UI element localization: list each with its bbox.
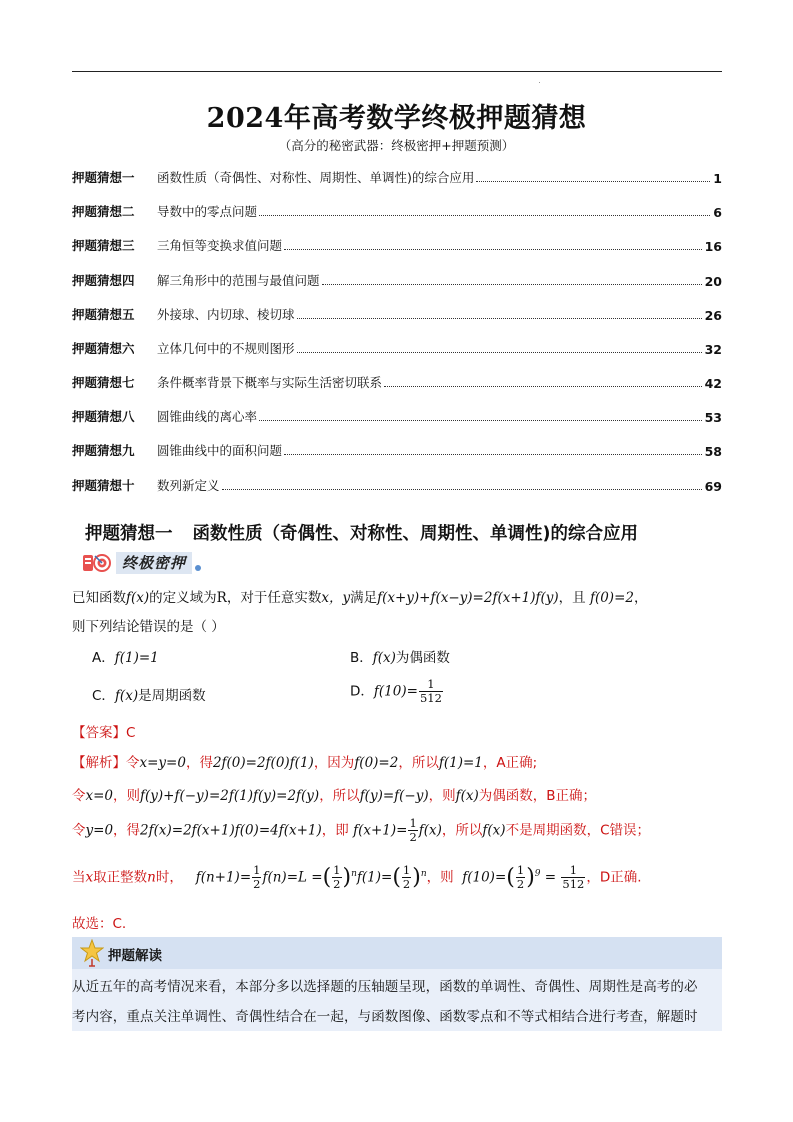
solution-text: 为偶函数，B正确； bbox=[478, 788, 597, 804]
section-heading bbox=[85, 520, 638, 545]
option-label: C． bbox=[92, 688, 115, 704]
solution-text: ，则 bbox=[113, 788, 141, 804]
toc-leader-dots bbox=[384, 385, 702, 387]
right-paren: ) bbox=[526, 865, 535, 890]
page-title: 2024年高考数学终极押题猜想 bbox=[206, 103, 587, 134]
math-expr: f(x) bbox=[455, 788, 479, 804]
math-expr: x=y=0 bbox=[139, 755, 186, 771]
toc-label: 押题猜想一 bbox=[72, 170, 135, 185]
math-expr: 2f(0)=2f(0)f(1) bbox=[212, 755, 314, 771]
toc-label: 押题猜想二 bbox=[72, 204, 135, 219]
fraction-denominator: 2 bbox=[409, 830, 417, 844]
solution-text: ，因为 bbox=[313, 755, 355, 771]
toc-entry[interactable] bbox=[72, 236, 722, 254]
toc-page-number: 69 bbox=[704, 479, 722, 494]
math-expr: f(1)= bbox=[356, 869, 393, 886]
toc-title: 圆锥曲线的离心率 bbox=[157, 409, 258, 424]
solution-line-3 bbox=[72, 817, 650, 844]
math-expr: x，y bbox=[321, 590, 351, 606]
toc-label: 押题猜想九 bbox=[72, 443, 135, 458]
toc-title: 立体几何中的不规则图形 bbox=[157, 341, 295, 356]
math-expr: n bbox=[147, 869, 156, 886]
fraction-numerator: 1 bbox=[516, 863, 525, 877]
toc-leader-dots bbox=[259, 214, 710, 216]
toc-leader-dots bbox=[222, 488, 702, 490]
solution-text: ，所以 bbox=[441, 822, 483, 839]
exponent: n bbox=[351, 869, 357, 879]
math-expr: f(n)=L = bbox=[262, 869, 323, 886]
option-label: B． bbox=[350, 650, 373, 666]
toc-page-number: 16 bbox=[704, 239, 722, 254]
option-a[interactable] bbox=[92, 646, 159, 666]
answer-line bbox=[72, 721, 135, 741]
solution-text: ，所以 bbox=[398, 755, 439, 771]
toc-page-number: 6 bbox=[713, 205, 722, 220]
math-expr: f(x) bbox=[418, 822, 442, 839]
toc-label: 押题猜想三 bbox=[72, 238, 135, 253]
option-text: 为偶函数 bbox=[395, 650, 450, 666]
toc-entry[interactable] bbox=[72, 407, 722, 425]
math-expr: f(x) bbox=[372, 650, 396, 666]
math-expr: f(0)=2 bbox=[354, 755, 399, 771]
toc-label: 押题猜想七 bbox=[72, 375, 135, 390]
fraction bbox=[561, 864, 585, 891]
math-expr: f(y)+f(−y)=2f(1)f(y)=2f(y) bbox=[140, 788, 320, 804]
math-expr: 2f(x)=2f(x+1)f(0)=4f(x+1) bbox=[140, 822, 322, 839]
solution-text: 当 bbox=[72, 869, 86, 886]
target-icon bbox=[82, 552, 112, 574]
fraction bbox=[332, 864, 341, 891]
fraction-numerator: 1 bbox=[253, 863, 261, 877]
solution-line-4: 当x取正整数n时， f(n+1)= $\frac{1}{2}$ f(n)=L =( $\frac{1}{2}$ )$^n$f(1)=( $\frac{1}{2}$ )$^n$，则 f(10)=( $\frac{1}{2}$ )$^9$ = $\frac{1}{512}$ ，D正确. bbox=[72, 863, 642, 891]
option-label: D． bbox=[350, 683, 374, 700]
toc-title: 外接球、内切球、棱切球 bbox=[157, 307, 295, 322]
toc-entry[interactable] bbox=[72, 373, 722, 391]
problem-text: 满足 bbox=[350, 590, 378, 606]
toc-leader-dots bbox=[284, 453, 702, 455]
solution-text: ，D正确. bbox=[586, 869, 642, 886]
fraction bbox=[252, 864, 261, 891]
problem-text: ，对于任意实数 bbox=[226, 590, 322, 606]
toc-entry[interactable] bbox=[72, 202, 722, 220]
math-expr: x bbox=[85, 869, 94, 886]
right-paren: ) bbox=[342, 865, 352, 890]
solution-text: 令 bbox=[72, 788, 86, 804]
toc-leader-dots bbox=[476, 180, 710, 182]
badge-dot bbox=[195, 565, 201, 571]
left-paren: ( bbox=[322, 865, 332, 890]
solution-text: ，所以 bbox=[319, 788, 360, 804]
toc-entry[interactable] bbox=[72, 305, 722, 323]
solution-text: 取正整数 bbox=[93, 869, 148, 886]
toc-title: 函数性质（奇偶性、对称性、周期性、单调性)的综合应用 bbox=[157, 170, 475, 185]
header-rule bbox=[72, 71, 722, 72]
solution-text: 令 bbox=[72, 822, 86, 839]
math-expr: f(1)=1 bbox=[438, 755, 483, 771]
answer-label: 【答案】 bbox=[72, 725, 126, 741]
fraction-numerator: 1 bbox=[409, 816, 417, 830]
math-expr: f(0)=2 bbox=[589, 590, 634, 606]
toc-title: 条件概率背景下概率与实际生活密切联系 bbox=[157, 375, 383, 390]
solution-text: ，则 bbox=[428, 788, 456, 804]
right-paren: ) bbox=[412, 865, 421, 890]
option-c[interactable] bbox=[92, 684, 206, 704]
solution-text: 不是周期函数，C错误； bbox=[505, 822, 651, 839]
fraction-numerator: 1 bbox=[402, 863, 411, 877]
toc-leader-dots bbox=[322, 283, 702, 285]
toc-title: 圆锥曲线中的面积问题 bbox=[157, 443, 283, 458]
badge-label: 终极密押 bbox=[116, 552, 192, 574]
math-expr: f(y)=f(−y) bbox=[359, 788, 429, 804]
math-expr: R bbox=[216, 590, 227, 606]
interpretation-line: 考内容，重点关注单调性、奇偶性结合在一起，与函数图像、函数零点和不等式相结合进行考查，解题时 bbox=[72, 1009, 698, 1025]
answer-value: C bbox=[126, 725, 136, 741]
math-expr: f(10)= bbox=[373, 683, 418, 700]
math-expr: f(n+1)= bbox=[195, 869, 252, 886]
math-expr: f(1)=1 bbox=[114, 650, 159, 666]
toc-label: 押题猜想十 bbox=[72, 478, 135, 493]
math-expr: f(x) bbox=[482, 822, 506, 839]
problem-text: ， bbox=[633, 590, 648, 606]
final-prediction-badge bbox=[82, 551, 201, 575]
fraction bbox=[419, 678, 443, 705]
fraction-denominator: 512 bbox=[419, 691, 442, 705]
option-label: A． bbox=[92, 650, 115, 666]
toc-label: 押题猜想八 bbox=[72, 409, 135, 424]
toc-page-number: 1 bbox=[713, 171, 722, 186]
solution-conclusion: 故选：C. bbox=[72, 916, 127, 932]
math-expr: f(x+1)= bbox=[353, 822, 408, 839]
toc-entry[interactable] bbox=[72, 168, 722, 186]
toc-page-number: 32 bbox=[704, 342, 722, 357]
fraction bbox=[402, 864, 411, 891]
math-expr: y=0 bbox=[85, 822, 114, 839]
interpretation-title: 押题解读 bbox=[108, 948, 162, 964]
problem-line-2: 则下列结论错误的是（ ） bbox=[72, 619, 225, 635]
page-mark bbox=[539, 82, 540, 83]
solution-text: ，A正确; bbox=[482, 755, 538, 771]
toc-entry[interactable] bbox=[72, 476, 722, 494]
toc-label: 押题猜想六 bbox=[72, 341, 135, 356]
toc-leader-dots bbox=[297, 351, 702, 353]
toc-leader-dots bbox=[259, 419, 702, 421]
math-expr: f(10)= bbox=[462, 869, 507, 886]
solution-line-1 bbox=[72, 751, 537, 771]
toc-page-number: 26 bbox=[704, 308, 722, 323]
math-expr: f(x) bbox=[114, 688, 139, 704]
problem-line-1 bbox=[72, 586, 647, 606]
toc-page-number: 42 bbox=[704, 376, 722, 391]
solution-text: 时， bbox=[155, 869, 183, 886]
math-expr: f(x) bbox=[126, 590, 150, 606]
fraction-denominator: 2 bbox=[333, 877, 341, 891]
exponent: n bbox=[420, 869, 427, 879]
toc-leader-dots bbox=[297, 317, 702, 319]
solution-text: ，则 bbox=[426, 869, 454, 886]
solution-text: ，即 bbox=[321, 822, 349, 839]
math-expr: x=0 bbox=[85, 788, 114, 804]
interpretation-line: 从近五年的高考情况来看，本部分多以选择题的压轴题呈现，函数的单调性、奇偶性、周期性是高考的必 bbox=[72, 979, 698, 995]
page-subtitle: （高分的秘密武器：终极密押+押题预测） bbox=[278, 138, 515, 153]
solution-text: ，得 bbox=[113, 822, 141, 839]
math-expr: f(x+y)+f(x−y)=2f(x+1)f(y) bbox=[377, 590, 559, 606]
fraction bbox=[516, 864, 525, 891]
toc-label: 押题猜想四 bbox=[72, 273, 135, 288]
solution-line-2 bbox=[72, 784, 596, 804]
toc-title: 导数中的零点问题 bbox=[157, 204, 258, 219]
left-paren: ( bbox=[506, 865, 515, 890]
solution-text: ，得 bbox=[185, 755, 213, 771]
left-paren: ( bbox=[392, 865, 401, 890]
toc-entry[interactable] bbox=[72, 339, 722, 357]
toc-page-number: 58 bbox=[704, 444, 722, 459]
option-d[interactable] bbox=[350, 678, 444, 705]
toc-leader-dots bbox=[284, 248, 702, 250]
fraction-denominator: 2 bbox=[402, 877, 411, 891]
toc-title: 数列新定义 bbox=[157, 478, 220, 493]
toc-title: 解三角形中的范围与最值问题 bbox=[157, 273, 320, 288]
toc-page-number: 20 bbox=[704, 274, 722, 289]
fraction-numerator: 1 bbox=[333, 863, 341, 877]
star-icon bbox=[80, 939, 104, 967]
solution-label: 【解析】 bbox=[72, 755, 126, 771]
toc-entry[interactable] bbox=[72, 271, 722, 289]
toc-page-number: 53 bbox=[704, 410, 722, 425]
toc-title: 三角恒等变换求值问题 bbox=[157, 238, 283, 253]
option-text: 是周期函数 bbox=[138, 688, 206, 704]
fraction-denominator: 2 bbox=[253, 877, 261, 891]
problem-text: 的定义域为 bbox=[149, 590, 217, 606]
solution-text: 令 bbox=[126, 755, 140, 771]
section-title: 函数性质（奇偶性、对称性、周期性、单调性)的综合应用 bbox=[192, 524, 638, 544]
fraction-denominator: 512 bbox=[562, 877, 585, 891]
exponent: 9 bbox=[534, 869, 541, 879]
interpretation-body bbox=[72, 969, 722, 1031]
interpretation-header bbox=[72, 937, 722, 969]
toc-entry[interactable] bbox=[72, 441, 722, 459]
fraction bbox=[408, 817, 417, 844]
fraction-numerator: 1 bbox=[419, 678, 443, 692]
problem-text: 已知函数 bbox=[72, 590, 126, 606]
toc-label: 押题猜想五 bbox=[72, 307, 135, 322]
problem-text: ，且 bbox=[558, 590, 586, 606]
section-label: 押题猜想一 bbox=[85, 524, 173, 544]
fraction-denominator: 2 bbox=[516, 877, 525, 891]
option-b[interactable] bbox=[350, 646, 450, 666]
fraction-numerator: 1 bbox=[561, 864, 585, 878]
